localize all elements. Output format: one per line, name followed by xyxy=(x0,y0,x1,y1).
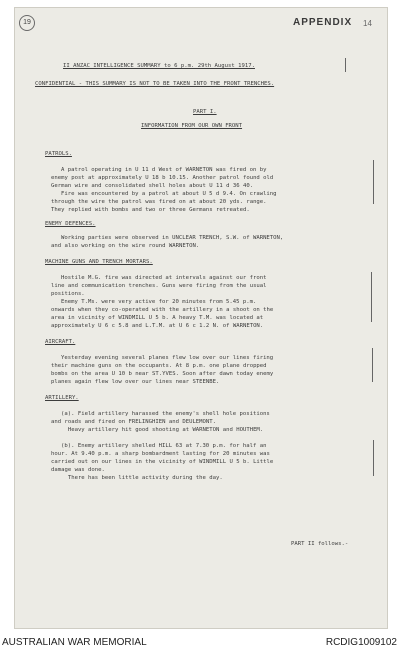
part-subtitle: INFORMATION FROM OUR OWN FRONT xyxy=(141,123,243,129)
artillery-line: and roads and fired on FRELINGHIEN and DEULEMONT. xyxy=(51,419,217,425)
patrols-heading: PATROLS. xyxy=(45,151,72,157)
artillery-heading: ARTILLERY. xyxy=(45,395,79,401)
artillery-line: There has been little activity during the day. xyxy=(51,475,223,481)
machine-guns-heading: MACHINE GUNS AND TRENCH MORTARS. xyxy=(45,259,153,265)
patrols-line: enemy post at approximately U 18 b 10.15. Another patrol found old xyxy=(51,175,274,181)
appendix-number: 14 xyxy=(363,19,372,28)
margin-mark xyxy=(373,160,374,204)
machine-guns-line: approximately U 6 c 5.8 and L.T.M. at U 6 c 1.2 N. of WARNETON. xyxy=(51,323,264,329)
continuation-note: PART II follows.- xyxy=(291,541,349,547)
enemy-defences-line: Working parties were observed in UNCLEAR TRENCH, S.W. of WARNETON, xyxy=(61,235,284,241)
aircraft-heading: AIRCRAFT. xyxy=(45,339,76,345)
artillery-line: (a). Field artillery harassed the enemy's shell hole positions xyxy=(61,411,270,417)
header-line-1: II ANZAC INTELLIGENCE SUMMARY to 6 p.m. 29th August 1917. xyxy=(63,63,255,69)
machine-guns-line: Hostile M.G. fire was directed at intervals against our front xyxy=(61,275,267,281)
machine-guns-line: area in vicinity of WINDMILL U 5 b. A heavy T.M. was located at xyxy=(51,315,264,321)
artillery-line: (b). Enemy artillery shelled HILL 63 at 7.30 p.m. for half an xyxy=(61,443,267,449)
patrols-line: Fire was encountered by a patrol at about U 5 d 9.4. On crawling xyxy=(61,191,277,197)
part-title: PART I. xyxy=(193,109,217,115)
aircraft-line: bombs on the area U 10 b near ST.YVES. Soon after dawn today enemy xyxy=(51,371,274,377)
artillery-line: damage was done. xyxy=(51,467,105,473)
document-page xyxy=(14,7,388,629)
aircraft-line: planes again flew low over our lines near STEENBE. xyxy=(51,379,220,385)
enemy-defences-heading: ENEMY DEFENCES. xyxy=(45,221,96,227)
footer-archive-name: AUSTRALIAN WAR MEMORIAL xyxy=(2,637,147,648)
enemy-defences-line: and also working on the wire round WARNETON. xyxy=(51,243,200,249)
artillery-line: carried out on our lines in the vicinity of WINDMILL U 5 b. Little xyxy=(51,459,274,465)
margin-mark xyxy=(372,348,373,382)
artillery-line: Heavy artillery hit good shooting at WARNETON and HOUTHEM. xyxy=(51,427,264,433)
artillery-line: hour. At 9.40 p.m. a sharp bombardment lasting for 20 minutes was xyxy=(51,451,270,457)
footer-catalogue-id: RCDIG1009102 xyxy=(325,637,397,648)
page-number: 19 xyxy=(19,15,35,31)
patrols-line: German wire and consolidated shell holes about U 11 d 36 40. xyxy=(51,183,254,189)
appendix-label: APPENDIX xyxy=(293,17,353,28)
margin-mark xyxy=(371,272,372,322)
machine-guns-line: onwards when they co-operated with the artillery in a shoot on the xyxy=(51,307,274,313)
machine-guns-line: positions. xyxy=(51,291,85,297)
patrols-line: through the wire the patrol was fired on at about 20 yds. range. xyxy=(51,199,267,205)
patrols-line: A patrol operating in U 11 d West of WARNETON was fired on by xyxy=(61,167,267,173)
machine-guns-line: line and communication trenches. Guns were firing from the usual xyxy=(51,283,267,289)
aircraft-line: Yesterday evening several planes flew low over our lines firing xyxy=(61,355,274,361)
patrols-line: They replied with bombs and two or three Germans retreated. xyxy=(51,207,250,213)
margin-mark xyxy=(373,440,374,476)
machine-guns-line: Enemy T.Ms. were very active for 20 minutes from 5.45 p.m. xyxy=(61,299,257,305)
aircraft-line: their machine guns on the occupants. At 8 p.m. one plane dropped xyxy=(51,363,267,369)
header-line-2: CONFIDENTIAL - THIS SUMMARY IS NOT TO BE TAKEN INTO THE FRONT TRENCHES. xyxy=(35,81,275,87)
margin-mark xyxy=(345,58,346,72)
